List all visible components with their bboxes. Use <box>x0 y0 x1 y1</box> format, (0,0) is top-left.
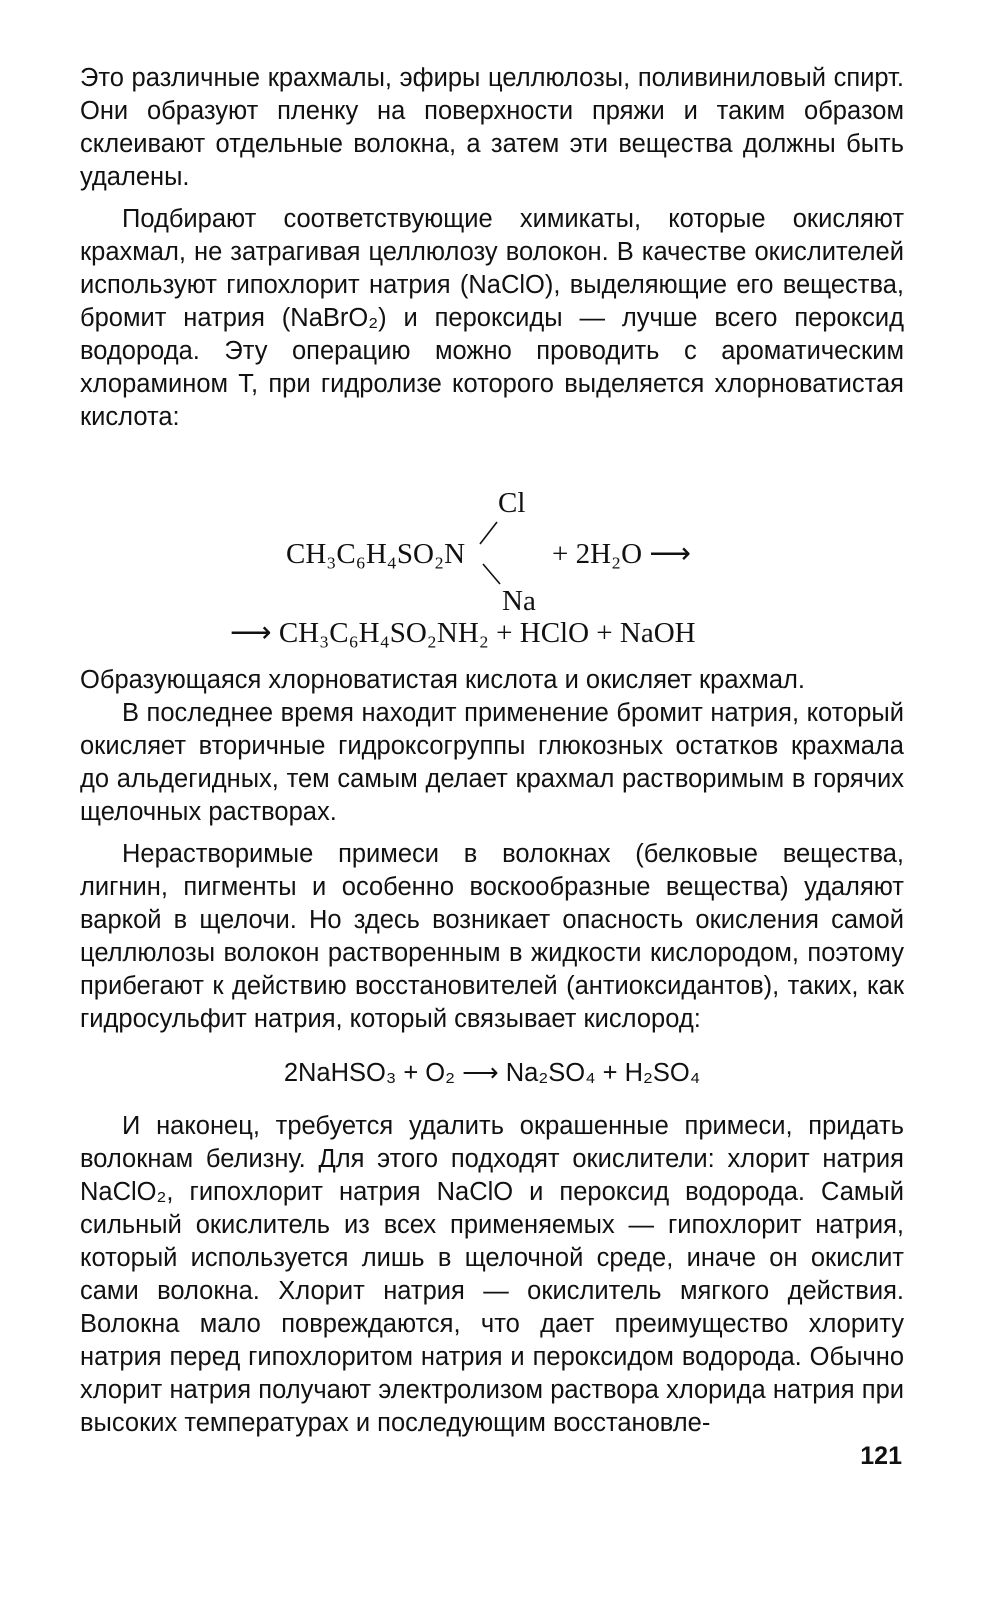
reaction-bonds <box>80 464 904 636</box>
paragraph-3: Образующаяся хлорноватистая кислота и окисляет крахмал. <box>80 666 805 694</box>
paragraph-5: Нерастворимые примеси в волокнах (белковые вещества, лигнин, пигменты и особенно воскообразные вещества) удаляют варкой в щелочи. Но здесь возникает опасность окисления самой целлюлозы волокон растворенным в жидкости кислородом, поэтому прибегают к действию восстановителей (антиоксидантов), таких, как гидросульфит натрия, который связывает кислород: <box>80 840 904 1033</box>
paragraph-6: И наконец, требуется удалить окрашенные примеси, придать волокнам белизну. Для этого подходят окислители: хлорит натрия NaClO₂, гипохлорит натрия NaClO и пероксид водорода. Самый сильный окислитель из всех применяемых — гипохлорит натрия, который используется лишь в щелочной среде, иначе он окислит сами волокна. Хлорит натрия — окислитель мягкого действия. Волокна мало повреждаются, что дает преимущество хлориту натрия перед гипохлоритом натрия и пероксидом водорода. Обычно хлорит натрия получают электролизом раствора хлорида натрия при высоких температурах и последующим восстановле- <box>80 1112 904 1437</box>
water-term: + 2H₂O ⟶ <box>552 538 691 570</box>
bond-n-na <box>483 564 500 584</box>
paragraph-2: Подбирают соответствующие химикаты, которые окисляют крахмал, не затрагивая целлюлозу волокон. В качестве окислителей используют гипохлорит натрия (NaClO), выделяющие его вещества, бромит натрия (NaBrO₂) и пероксиды — лучше всего пероксид водорода. Эту операцию можно проводить с ароматическим хлорамином Т, при гидролизе которого выделяется хлорноватистая кислота: <box>80 205 904 431</box>
bond-n-cl <box>480 522 497 544</box>
reaction-hydrosulfite: 2NaHSO₃ + O₂ ⟶ Na₂SO₄ + H₂SO₄ <box>283 1059 701 1087</box>
page-number: 121 <box>860 1442 902 1470</box>
chloramine-formula: CH₃C₆H₄SO₂N <box>286 538 466 570</box>
reaction-chloramine-hydrolysis <box>80 464 904 649</box>
paragraph-4: В последнее время находит применение бромит натрия, который окисляет вторичные гидроксогруппы глюкозных остатков крахмала до альдегидных, тем самым делает крахмал растворимым в горячих щелочных растворах. <box>80 699 904 826</box>
page-content <box>80 62 904 1440</box>
chlorine-atom: Cl <box>498 487 526 519</box>
paragraph-1: Это различные крахмалы, эфиры целлюлозы, поливиниловый спирт. Они образуют пленку на поверхности пряжи и таким образом склеивают отдельные волокна, а затем эти вещества должны быть удалены. <box>80 64 904 191</box>
sodium-atom: Na <box>502 585 536 617</box>
reaction-products: ⟶ CH₃C₆H₄SO₂NH₂ + HClO + NaOH <box>230 617 696 649</box>
